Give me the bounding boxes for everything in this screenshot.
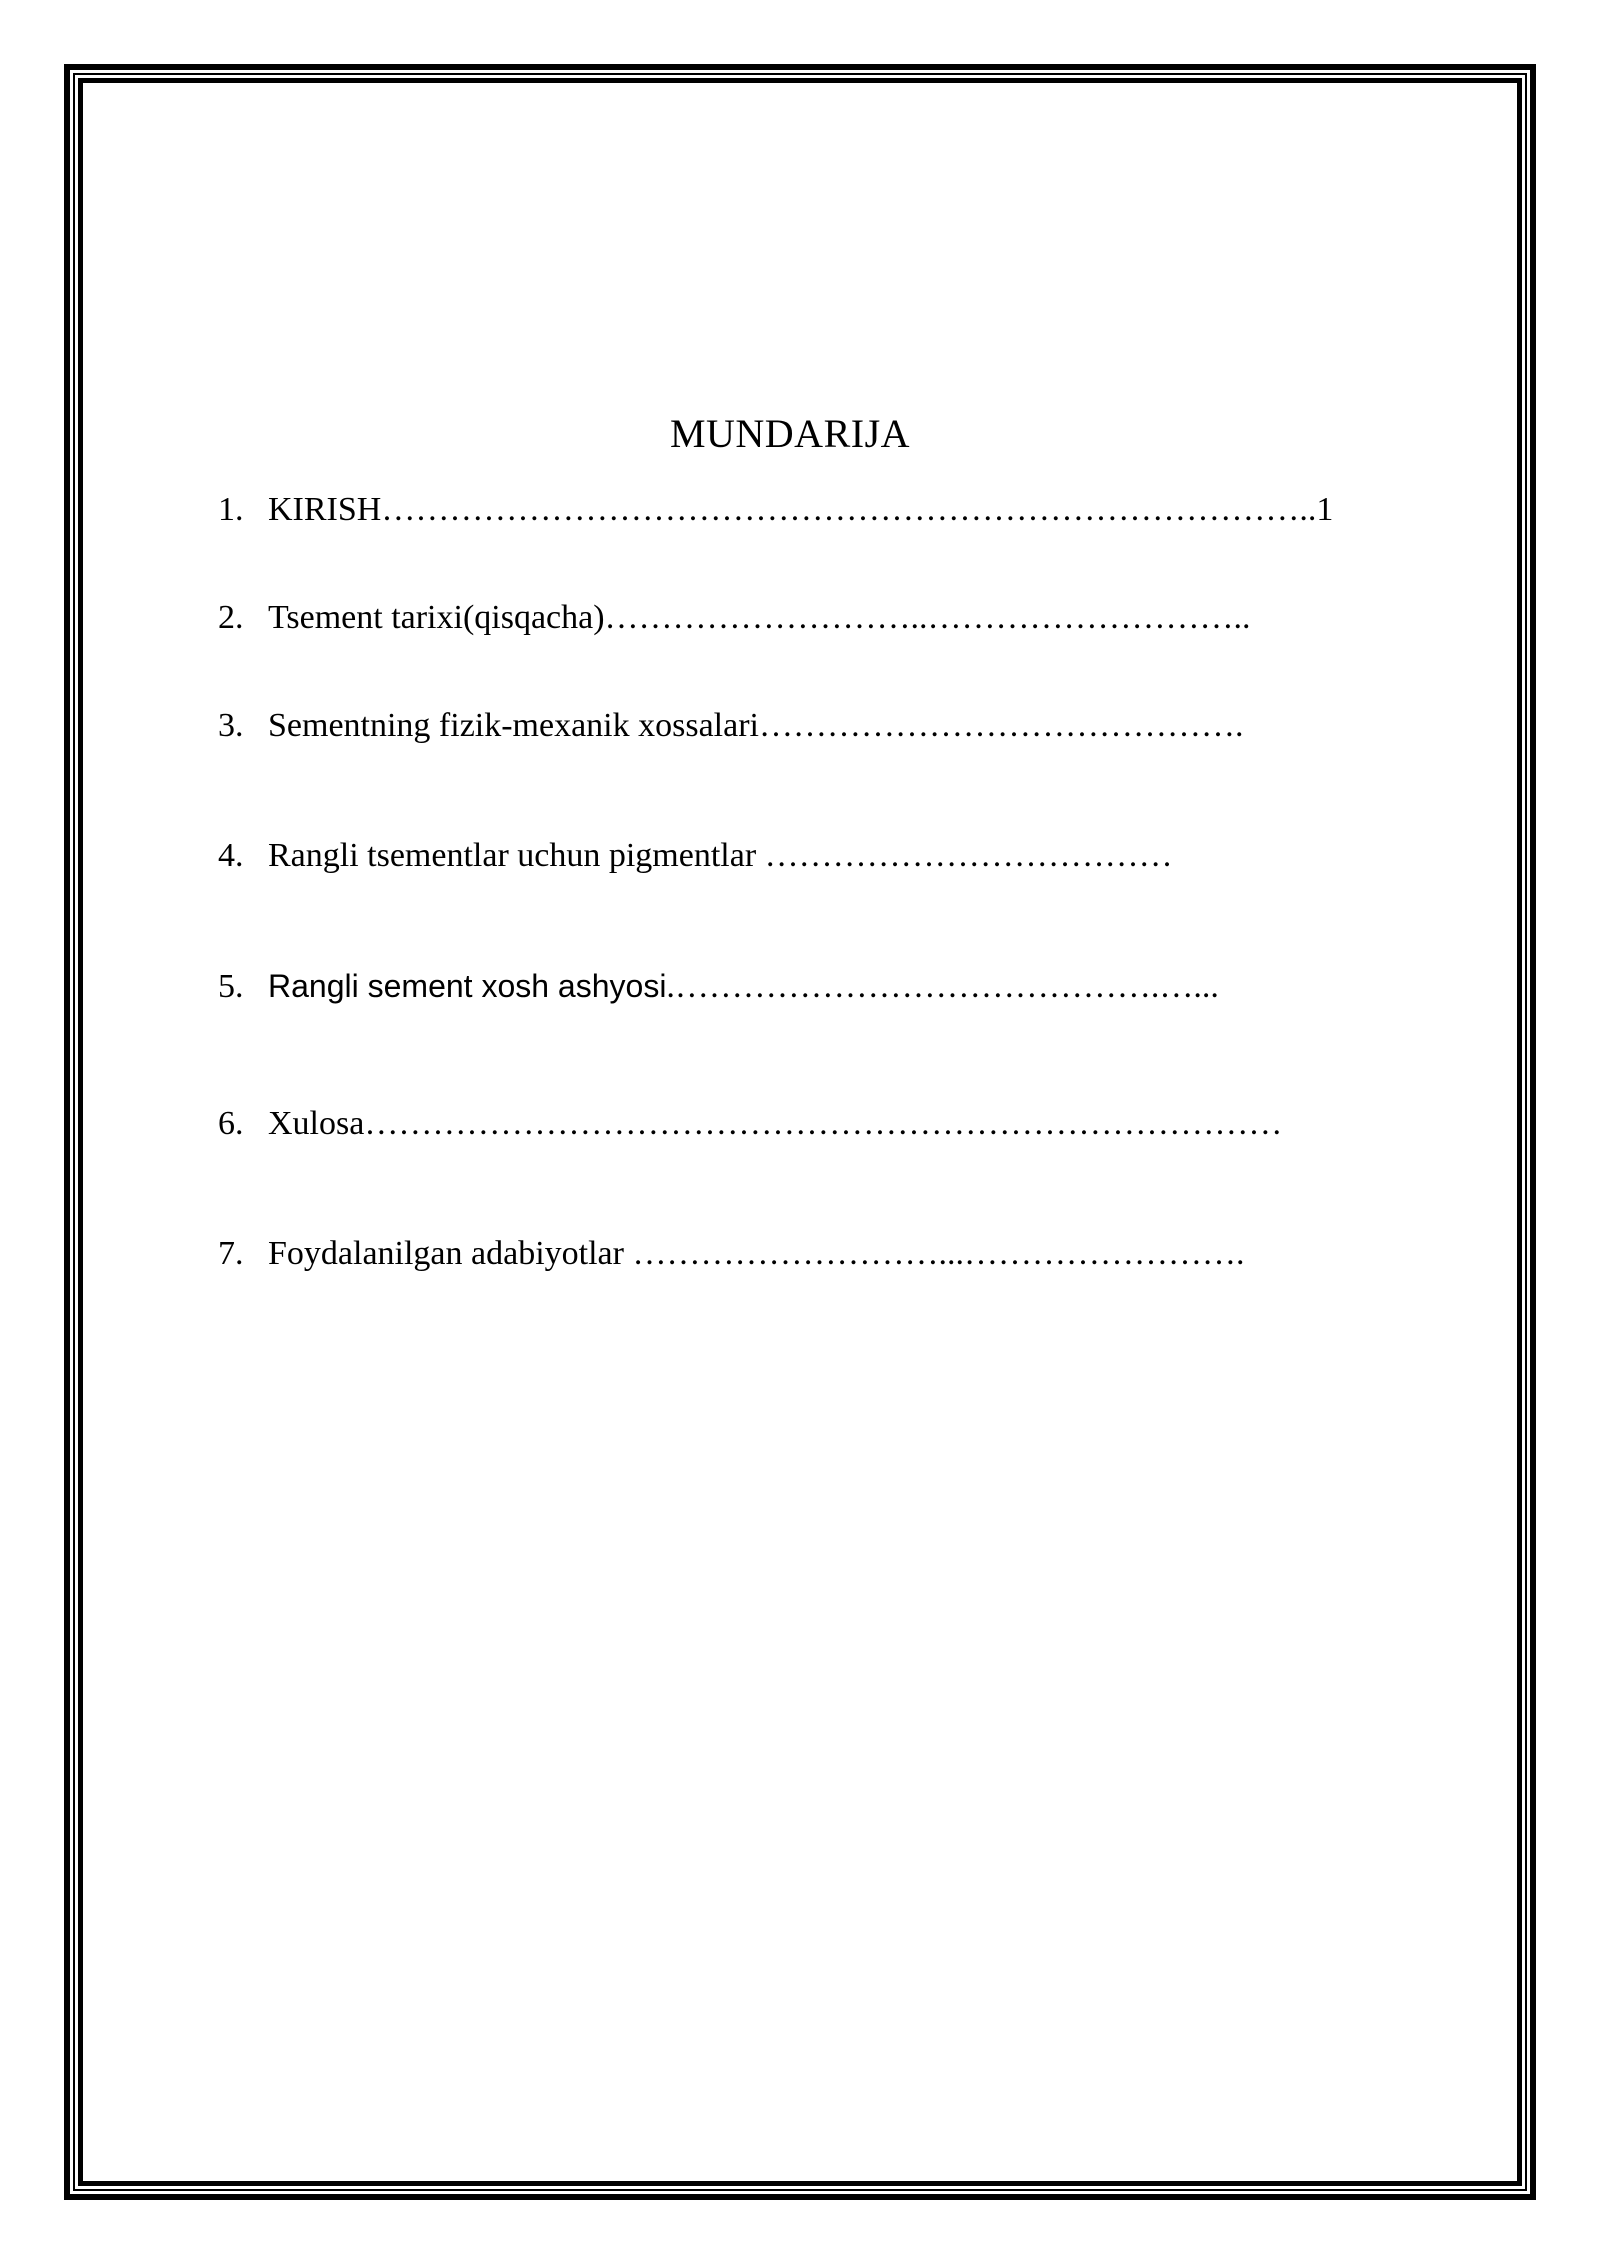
toc-item-leader: ……………………………… [764,837,1173,874]
toc-item-number: 3. [218,707,244,744]
document-title: MUNDARIJA [669,411,911,456]
toc-item-leader: .…………………………………….…... [666,968,1219,1005]
toc-item [218,836,1173,876]
toc-item-label: Rangli sement xosh ashyosi [268,968,667,1004]
toc-item-number: 5. [218,968,244,1005]
toc-item [218,1104,1282,1144]
toc-item-leader: ……………………………………………………………………….. [381,491,1317,528]
toc-item-number: 6. [218,1105,244,1142]
toc-item-number: 4. [218,837,244,874]
toc-item-leader: ………………………..……………………….. [604,599,1251,636]
toc-item-number: 2. [218,599,244,636]
toc-item [218,490,1333,530]
toc-item-label: Xulosa [268,1105,365,1142]
toc-item-leader: ……………………………………. [759,707,1244,744]
toc-item-label: KIRISH [268,491,382,528]
toc-item-leader: ………………………...……………………. [632,1235,1245,1272]
toc-item [218,706,1244,746]
toc-item-page: 1 [1316,491,1334,528]
toc-item-label: Tsement tarixi(qisqacha) [268,599,605,636]
toc-item [218,966,1219,1007]
toc-item-label: Rangli tsementlar uchun pigmentlar [268,837,765,874]
toc-item-number: 1. [218,491,244,528]
toc-item [218,1234,1244,1274]
toc-item-label: Foydalanilgan adabiyotlar [268,1235,633,1272]
toc-item-label: Sementning fizik-mexanik xossalari [268,707,759,744]
toc-item-leader: ……………………………………………………………………… [364,1105,1283,1142]
toc-item-number: 7. [218,1235,244,1272]
toc-item [218,598,1251,638]
